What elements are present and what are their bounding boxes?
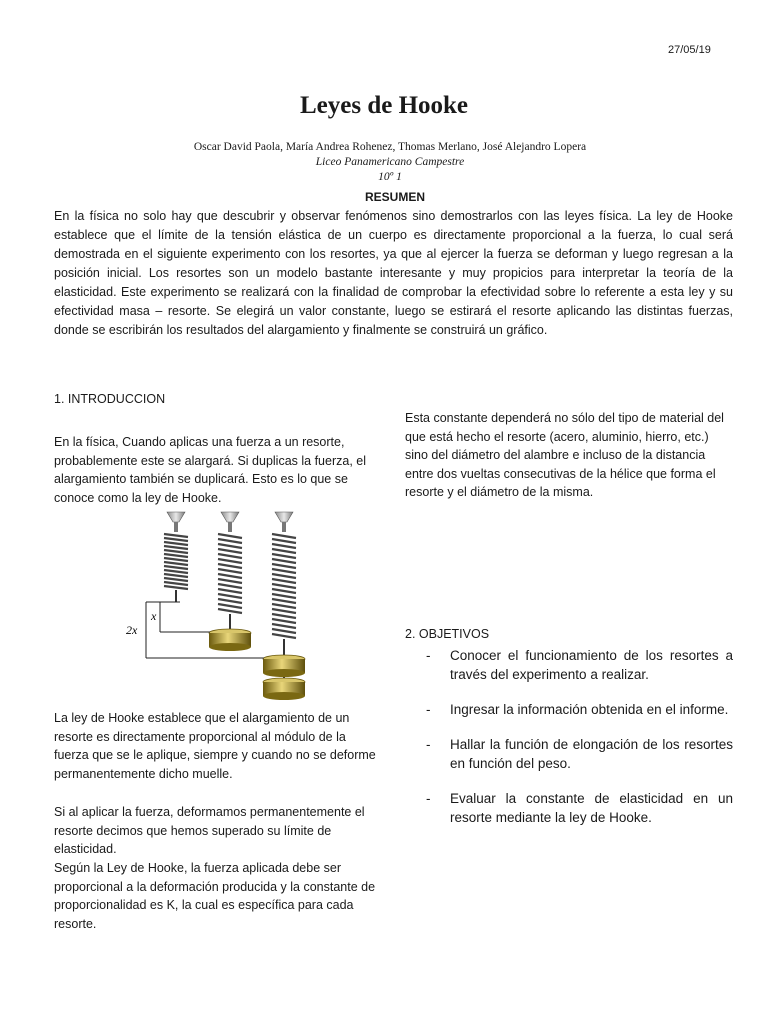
constant-paragraph: Esta constante dependerá no sólo del tipo de material del que está hecho el resorte (acero, aluminio, hierro, etc.) sino del diámetro del alambre e incluso de la distancia entre dos vueltas consecutivas de la hélice que forma el resorte y el diámetro de la misma. — [405, 411, 724, 499]
intro-heading: 1. INTRODUCCION — [54, 392, 166, 406]
document-date: 27/05/19 — [668, 44, 711, 56]
objectives-heading: 2. OBJETIVOS — [405, 627, 490, 641]
spring-rest — [164, 512, 188, 602]
spring-single-mass — [209, 512, 251, 651]
springs-figure — [122, 508, 322, 704]
label-2x: 2x — [126, 623, 138, 637]
document-title: Leyes de Hooke — [299, 92, 469, 119]
abstract-text: En la física no solo hay que descubrir y observar fenómenos sino demostrarlos con las leyes física. La ley de Hooke establece que el límite de la tensión elástica de un cuerpo es directamente proporcional a la fuerza, lo cual será demostrada en el siguiente experimento con los resortes, ya que al ejercer la fuerza se deforman y luego regresan a la posición inicial. Los resortes son un modelo bastante interesante y muy propicios para interpretar la teoría de la elasticidad. Este experimento se realizará con la finalidad de comprobar la efectividad sobre lo referente a esta ley y su efectividad masa – resorte. Se elegirá un valor constante, luego se estirará el resorte aplicando las distintas fuerzas, donde se escribirán los resultados del alargamiento y finalmente se construirá un gráfico. — [54, 209, 733, 337]
elongation-markers — [146, 602, 264, 658]
school-name: Liceo Panamericano Campestre — [315, 156, 465, 168]
document-meta — [0, 140, 768, 185]
spring-double-mass — [263, 512, 305, 700]
list-item: - Evaluar la constante de elasticidad en un resorte mediante la ley de Hooke. — [426, 791, 733, 825]
intro-paragraph-3: Si al aplicar la fuerza, deformamos permanentemente el resorte decimos que hemos superado su límite de elasticidad. — [54, 805, 365, 856]
intro-paragraph-1: En la física, Cuando aplicas una fuerza a un resorte, probablemente este se alargará. Si duplicas la fuerza, el alargamiento también se duplicará. Esto es lo que se conoce como la ley de Hooke. — [54, 435, 366, 505]
intro-paragraph-4: Según la Ley de Hooke, la fuerza aplicada debe ser proporcional a la deformación producida y la constante de proporcionalidad es K, la cual es específica para cada resorte. — [54, 861, 376, 931]
objectives-list — [405, 646, 733, 843]
grade-label: 10º 1 — [378, 171, 402, 183]
intro-paragraph-2: La ley de Hooke establece que el alargamiento de un resorte es directamente proporcional al módulo de la fuerza que se le aplique, siempre y cuando no se deforme permanentemente dicho muelle. — [54, 711, 376, 781]
label-x: x — [151, 609, 157, 623]
abstract-heading: RESUMEN — [364, 190, 425, 204]
list-item: - Ingresar la información obtenida en el informe. — [426, 702, 729, 717]
list-item: - Hallar la función de elongación de los resortes en función del peso. — [426, 737, 733, 771]
authors: Oscar David Paola, María Andrea Rohenez, Thomas Merlano, José Alejandro Lopera — [193, 141, 587, 153]
list-item: - Conocer el funcionamiento de los resortes a través del experimento a realizar. — [426, 648, 733, 682]
